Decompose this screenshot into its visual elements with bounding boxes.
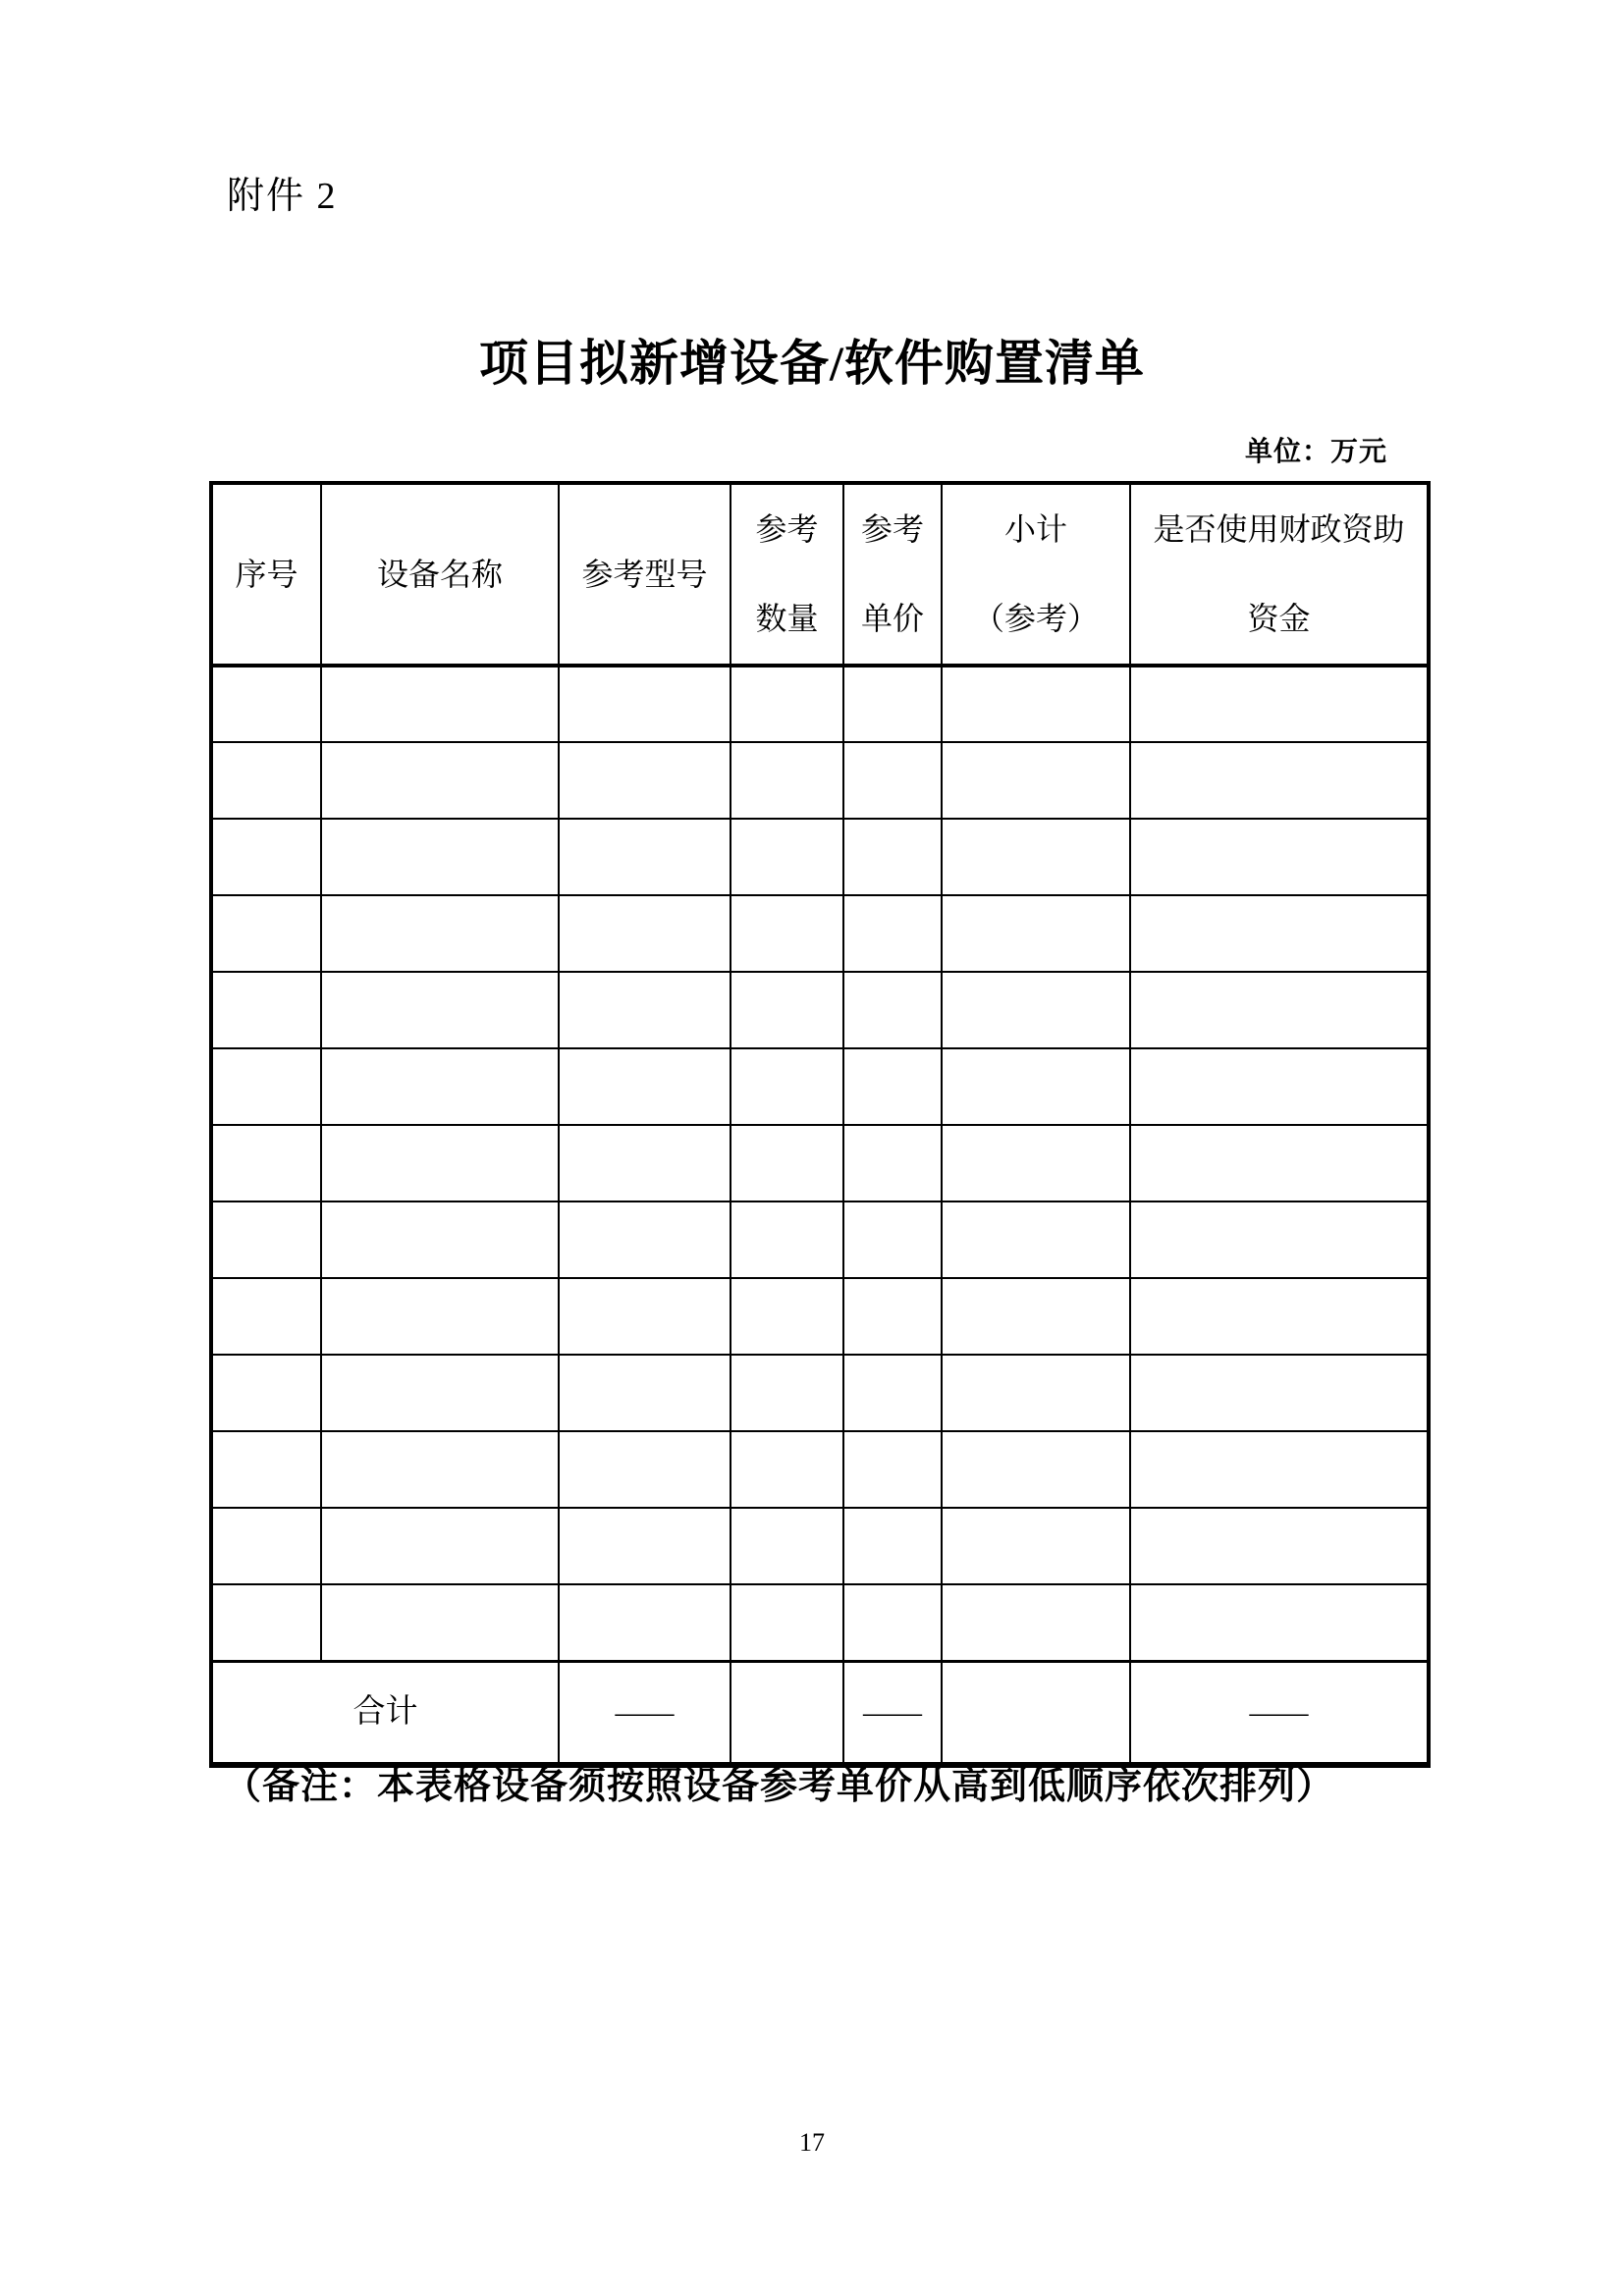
empty-cell [731,895,843,972]
empty-cell [731,666,843,742]
empty-cell [731,742,843,819]
empty-cell [211,742,321,819]
column-header-cankao-shuliang [731,483,843,666]
empty-cell [731,1048,843,1125]
empty-cell [942,819,1130,895]
empty-cell [211,895,321,972]
total-label-cell: 合计 [211,1661,559,1765]
empty-cell [211,666,321,742]
empty-cell [321,819,559,895]
empty-cell [559,742,731,819]
empty-cell [843,1431,942,1508]
column-header-cankao-xinghao [559,483,731,666]
empty-cell [211,1584,321,1661]
empty-cell [211,819,321,895]
empty-cell [843,1201,942,1278]
empty-cell [321,1431,559,1508]
empty-cell [211,1125,321,1201]
empty-cell [321,1201,559,1278]
table-row [211,1201,1429,1278]
column-header-caizheng-zizhu [1130,483,1429,666]
empty-cell [843,819,942,895]
empty-cell [559,1508,731,1584]
unit-note: 单位：万元 [1244,437,1387,467]
empty-cell [942,742,1130,819]
total-dash-cell: —— [843,1661,942,1765]
page-title: 项目拟新增设备/软件购置清单 [479,336,1145,391]
total-empty-cell [942,1661,1130,1765]
empty-cell [211,1278,321,1355]
empty-cell [942,1584,1130,1661]
header-line: 参考 [755,511,819,547]
empty-cell [211,1355,321,1431]
empty-cell [731,819,843,895]
empty-cell [559,972,731,1048]
table-body [211,666,1429,1765]
header-line: 数量 [755,601,819,637]
header-line: 序号 [235,556,298,592]
empty-cell [942,1508,1130,1584]
empty-cell [211,972,321,1048]
empty-cell [843,972,942,1048]
empty-cell [321,1278,559,1355]
empty-cell [1130,742,1429,819]
empty-cell [559,819,731,895]
table-row [211,666,1429,742]
total-dash-cell: —— [1130,1661,1429,1765]
empty-cell [321,1048,559,1125]
header-line: 参考 [860,511,924,547]
header-line: 资金 [1247,601,1311,637]
empty-cell [211,1048,321,1125]
page-number: 17 [799,2128,825,2157]
empty-cell [321,1508,559,1584]
table-header [211,483,1429,666]
empty-cell [843,742,942,819]
empty-cell [1130,1048,1429,1125]
empty-cell [843,1508,942,1584]
empty-cell [321,1584,559,1661]
empty-cell [321,1125,559,1201]
total-dash-cell: —— [559,1661,731,1765]
empty-cell [843,895,942,972]
empty-cell [559,666,731,742]
empty-cell [942,1201,1130,1278]
empty-cell [559,1125,731,1201]
empty-cell [942,1278,1130,1355]
empty-cell [731,1508,843,1584]
empty-cell [1130,1201,1429,1278]
column-header-cankao-danjia [843,483,942,666]
empty-cell [559,1355,731,1431]
empty-cell [321,666,559,742]
column-header-xuhao [211,483,321,666]
empty-cell [1130,1125,1429,1201]
empty-cell [1130,819,1429,895]
empty-cell [731,1355,843,1431]
table-row [211,1048,1429,1125]
total-row [211,1661,1429,1765]
empty-cell [1130,972,1429,1048]
header-line: （参考） [972,601,1099,637]
empty-cell [1130,1355,1429,1431]
empty-cell [559,1584,731,1661]
footnote: （备注：本表格设备须按照设备参考单价从高到低顺序依次排列） [224,1766,1335,1807]
empty-cell [942,1431,1130,1508]
empty-cell [211,1201,321,1278]
empty-cell [942,1355,1130,1431]
header-line: 单价 [860,601,924,637]
column-header-xiaoji-cankao [942,483,1130,666]
empty-cell [1130,1584,1429,1661]
table-row [211,895,1429,972]
empty-cell [321,972,559,1048]
empty-cell [321,742,559,819]
table-row [211,1584,1429,1661]
empty-cell [211,1431,321,1508]
empty-cell [1130,1508,1429,1584]
table-row [211,1125,1429,1201]
empty-cell [942,1125,1130,1201]
empty-cell [731,1584,843,1661]
empty-cell [942,895,1130,972]
table-row [211,1431,1429,1508]
empty-cell [731,1201,843,1278]
empty-cell [942,972,1130,1048]
empty-cell [731,1431,843,1508]
header-line: 是否使用财政资助 [1153,511,1405,547]
table-row [211,1508,1429,1584]
empty-cell [1130,666,1429,742]
header-line: 参考型号 [581,556,708,592]
table-row [211,1355,1429,1431]
table-row [211,972,1429,1048]
table-row [211,742,1429,819]
empty-cell [321,895,559,972]
total-empty-cell [731,1661,843,1765]
table-row [211,819,1429,895]
empty-cell [1130,895,1429,972]
empty-cell [731,972,843,1048]
empty-cell [843,1584,942,1661]
empty-cell [843,1278,942,1355]
empty-cell [321,1355,559,1431]
header-line: 设备名称 [376,556,503,592]
empty-cell [843,1048,942,1125]
empty-cell [843,1355,942,1431]
empty-cell [559,1048,731,1125]
empty-cell [559,1431,731,1508]
attachment-label: 附件 2 [227,176,338,217]
empty-cell [1130,1278,1429,1355]
empty-cell [559,1278,731,1355]
empty-cell [843,666,942,742]
empty-cell [942,666,1130,742]
purchase-table-container [209,481,1431,1768]
empty-cell [559,895,731,972]
empty-cell [843,1125,942,1201]
column-header-shebei-mingcheng [321,483,559,666]
table-row [211,1278,1429,1355]
header-row [211,483,1429,666]
empty-cell [211,1508,321,1584]
empty-cell [731,1125,843,1201]
empty-cell [731,1278,843,1355]
empty-cell [1130,1431,1429,1508]
header-line: 小计 [1003,511,1067,547]
empty-cell [559,1201,731,1278]
purchase-list-table [209,481,1431,1768]
empty-cell [942,1048,1130,1125]
